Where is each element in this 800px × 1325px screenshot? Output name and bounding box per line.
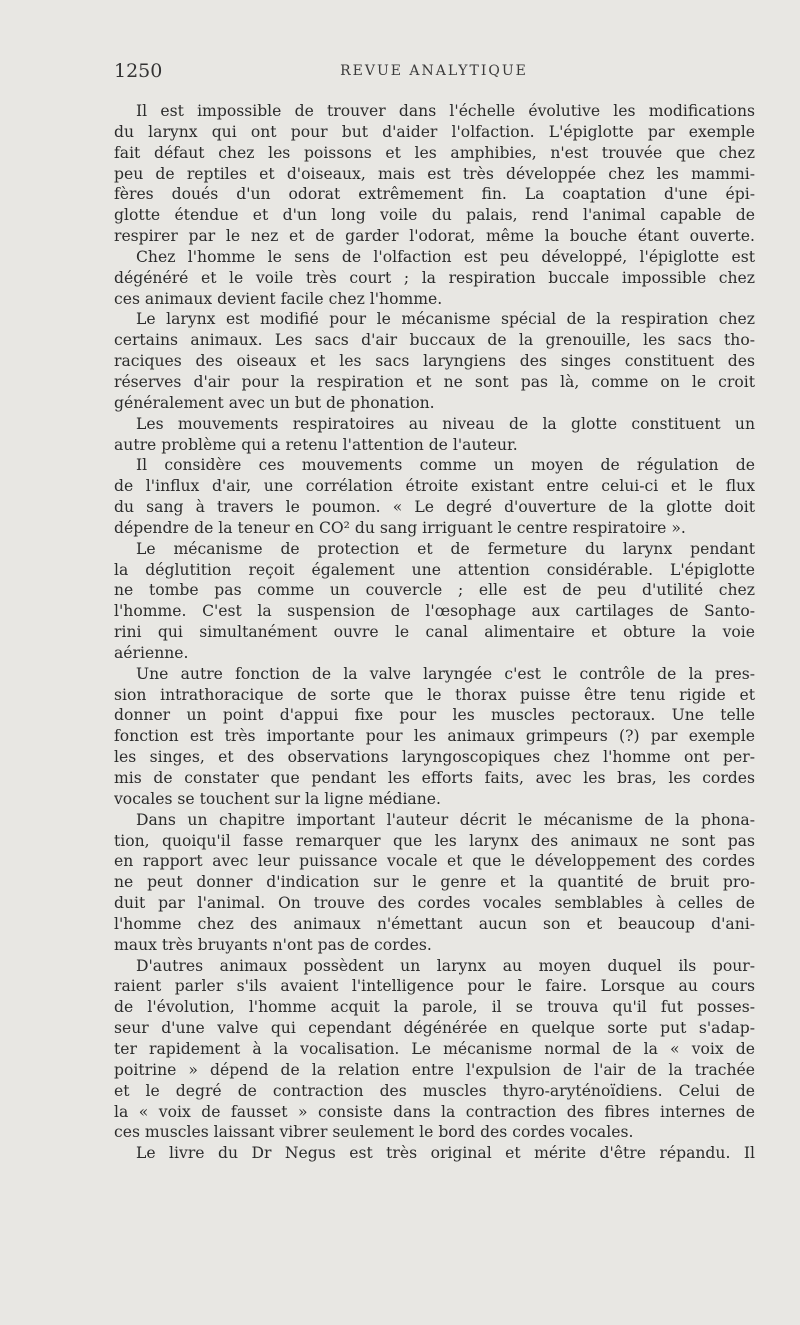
text-line: ne tombe pas comme un couvercle ; elle est de peu d'utilité chez	[114, 581, 755, 600]
text-line: rini qui simultanément ouvre le canal alimentaire et obture la voie	[114, 623, 755, 642]
text-line: fait défaut chez les poissons et les amphibies, n'est trouvée que chez	[114, 143, 755, 162]
text-line: l'homme. C'est la suspension de l'œsophage aux cartilages de Santo-	[114, 602, 755, 621]
text-line: certains animaux. Les sacs d'air buccaux de la grenouille, les sacs tho-	[114, 331, 755, 350]
text-line: ces muscles laissant vibrer seulement le bord des cordes vocales.	[114, 1123, 634, 1142]
text-line: Le livre du Dr Negus est très original et mérite d'être répandu. Il	[136, 1144, 755, 1163]
text-line: Dans un chapitre important l'auteur décrit le mécanisme de la phona-	[136, 810, 755, 829]
text-line: et le degré de contraction des muscles thyro-aryténoïdiens. Celui de	[114, 1081, 755, 1100]
text-line: ne peut donner d'indication sur le genre et la quantité de bruit pro-	[114, 873, 755, 892]
text-line: fères doués d'un odorat extrêmement fin. La coaptation d'une épi-	[114, 185, 755, 204]
text-line: Chez l'homme le sens de l'olfaction est peu développé, l'épiglotte est	[136, 247, 755, 266]
text-line: en rapport avec leur puissance vocale et que le développement des cordes	[114, 852, 755, 871]
text-line: dégénéré et le voile très court ; la respiration buccale impossible chez	[114, 268, 755, 287]
text-line: maux très bruyants n'ont pas de cordes.	[114, 935, 432, 954]
text-line: peu de reptiles et d'oiseaux, mais est très développée chez les mammi-	[114, 164, 755, 183]
text-line: raciques des oiseaux et les sacs laryngiens des singes constituent des	[114, 352, 755, 371]
text-line: glotte étendue et d'un long voile du palais, rend l'animal capable de	[114, 206, 755, 225]
text-line: tion, quoiqu'il fasse remarquer que les larynx des animaux ne sont pas	[114, 831, 755, 850]
page-number: 1250	[114, 60, 163, 82]
text-line: ter rapidement à la vocalisation. Le mécanisme normal de la « voix de	[114, 1039, 755, 1058]
text-line: Les mouvements respiratoires au niveau de la glotte constituent un	[136, 414, 755, 433]
text-line: Le mécanisme de protection et de fermeture du larynx pendant	[136, 539, 755, 558]
text-line: aérienne.	[114, 643, 189, 662]
text-line: Il considère ces mouvements comme un moyen de régulation de	[136, 456, 755, 475]
text-line: la déglutition reçoit également une attention considérable. L'épiglotte	[114, 560, 755, 579]
text-line: la « voix de fausset » consiste dans la contraction des fibres internes de	[114, 1102, 755, 1121]
text-line: ces animaux devient facile chez l'homme.	[114, 289, 443, 308]
text-line: poitrine » dépend de la relation entre l'expulsion de l'air de la trachée	[114, 1060, 755, 1079]
text-line: du larynx qui ont pour but d'aider l'olfaction. L'épiglotte par exemple	[114, 122, 755, 141]
text-line: l'homme chez des animaux n'émettant aucun son et beaucoup d'ani-	[114, 914, 755, 933]
text-line: dépendre de la teneur en CO² du sang irriguant le centre respiratoire ».	[114, 518, 686, 537]
running-title: REVUE ANALYTIQUE	[340, 63, 528, 79]
text-line: généralement avec un but de phonation.	[114, 393, 435, 412]
text-line: donner un point d'appui fixe pour les muscles pectoraux. Une telle	[114, 706, 755, 725]
text-line: respirer par le nez et de garder l'odorat, même la bouche étant ouverte.	[114, 227, 755, 246]
text-line: seur d'une valve qui cependant dégénérée en quelque sorte put s'adap-	[114, 1019, 755, 1038]
text-line: duit par l'animal. On trouve des cordes vocales semblables à celles de	[114, 894, 755, 913]
text-line: de l'évolution, l'homme acquit la parole, il se trouva qu'il fut posses-	[114, 998, 755, 1017]
text-line: Il est impossible de trouver dans l'échelle évolutive les modifications	[136, 102, 755, 120]
text-line: mis de constater que pendant les efforts faits, avec les bras, les cordes	[114, 769, 755, 787]
text-line: Le larynx est modifié pour le mécanisme spécial de la respiration chez	[136, 310, 755, 329]
text-line: de l'influx d'air, une corrélation étroite existant entre celui-ci et le flux	[114, 477, 755, 496]
text-line: autre problème qui a retenu l'attention de l'auteur.	[114, 435, 518, 454]
text-line: Une autre fonction de la valve laryngée c'est le contrôle de la pres-	[136, 664, 755, 683]
text-line: raient parler s'ils avaient l'intelligence pour le faire. Lorsque au cours	[114, 977, 755, 996]
text-line: les singes, et des observations laryngoscopiques chez l'homme ont per-	[114, 748, 755, 767]
text-line: sion intrathoracique de sorte que le thorax puisse être tenu rigide et	[114, 685, 755, 704]
text-line: vocales se touchent sur la ligne médiane.	[114, 789, 441, 808]
text-line: réserves d'air pour la respiration et ne sont pas là, comme on le croit	[114, 372, 755, 391]
text-line: du sang à travers le poumon. « Le degré d'ouverture de la glotte doit	[114, 498, 755, 517]
body-text	[114, 101, 755, 1164]
text-line: D'autres animaux possèdent un larynx au moyen duquel ils pour-	[136, 956, 755, 975]
page-header	[114, 60, 754, 88]
text-line: fonction est très importante pour les animaux grimpeurs (?) par exemple	[114, 727, 755, 746]
